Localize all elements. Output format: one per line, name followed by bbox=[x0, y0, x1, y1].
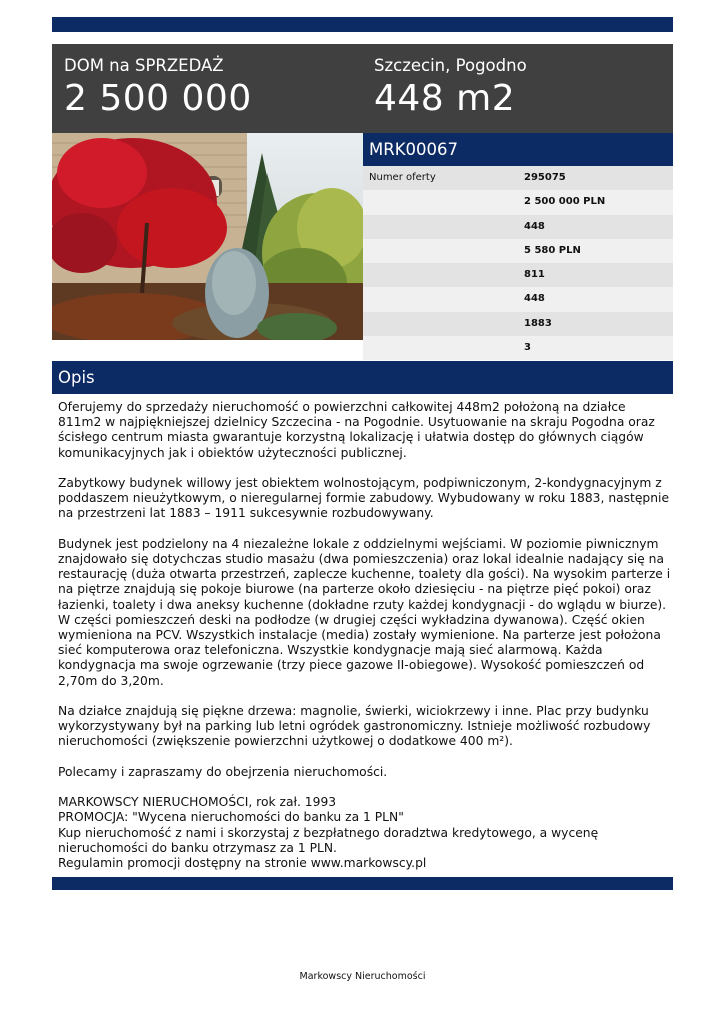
detail-row bbox=[363, 239, 673, 263]
description-paragraph: Na działce znajdują się piękne drzewa: magnolie, świerki, wiciokrzewy i inne. Plac przy budynku wykorzystywany był na parking lub letni ogródek gastronomiczny. Istnieje możliwość rozbudowy nieruchomości (zwiększenie powierzchni użytkowej o dodatkowe 400 m²). bbox=[58, 704, 651, 749]
detail-value: 2 500 000 PLN bbox=[524, 196, 606, 208]
details-table bbox=[363, 166, 673, 360]
offer-details bbox=[363, 133, 673, 360]
detail-value: 811 bbox=[524, 269, 545, 281]
offer-reference: MRK00067 bbox=[363, 133, 673, 166]
listing-header bbox=[52, 44, 673, 133]
closing-line: PROMOCJA: "Wycena nieruchomości do banku za 1 PLN" bbox=[58, 810, 404, 825]
closing-line: Kup nieruchomość z nami i skorzystaj z bezpłatnego doradztwa kredytowego, a wycenę nieruchomości do banku otrzymasz za 1 PLN. bbox=[58, 825, 599, 855]
description-paragraph: Oferujemy do sprzedaży nieruchomość o powierzchni całkowitej 448m2 położoną na działce 811m2 w najpiękniejszej dzielnicy Szczecina - na Pogodnie. Usytuowanie na skraju Pogodna oraz ścisłego centrum miasta gwarantuje korzystną lokalizację i ułatwia dostęp do głównych ciągów komunikacyjnych jak i obiektów użyteczności publicznej. bbox=[58, 400, 655, 460]
header-right bbox=[374, 55, 527, 121]
description-title: Opis bbox=[58, 368, 95, 387]
detail-row bbox=[363, 166, 673, 190]
detail-row bbox=[363, 312, 673, 336]
house-garden-photo-icon bbox=[52, 133, 363, 340]
property-photo bbox=[52, 133, 363, 340]
property-area: 448 m2 bbox=[374, 78, 516, 119]
bottom-accent-bar bbox=[52, 877, 673, 890]
description-body bbox=[58, 400, 672, 871]
detail-value: 1883 bbox=[524, 317, 552, 329]
detail-value: 5 580 PLN bbox=[524, 244, 581, 256]
detail-value: 295075 bbox=[524, 172, 566, 183]
detail-row bbox=[363, 336, 673, 360]
detail-value: 448 bbox=[524, 293, 545, 305]
header-left bbox=[64, 55, 252, 121]
property-location: Szczecin, Pogodno bbox=[374, 56, 527, 75]
description-paragraph: Budynek jest podzielony na 4 niezależne lokale z oddzielnymi wejściami. W poziomie piwnicznym znajdowało się dotychczas studio masażu (dwa pomieszczenia) oraz lokal idealnie nadający się na restaurację (duża otwarta przestrzeń, zaplecze kuchenne, toalety dla gości). Na wysokim parterze i na piętrze znajdują się pokoje biurowe (na parterze około dziesięciu - na piętrze pięć pokoi) oraz łazienki, toalety i dwa aneksy kuchenne (dokładne rzuty każdej kondygnacji - do wglądu w biurze). W części pomieszczeń deski na podłodze (w drugiej części wykładzina dywanowa). Część okien wymieniona na PCV. Wszystkich instalacje (media) zostały wymienione. Na parterze jest położona sieć komputerowa oraz telefoniczna. Wszystkie kondygnacje mają sieć alarmową. Każda kondygnacja ma swoje ogrzewanie (trzy piece gazowe II-obiegowe). Wysokość pomieszczeń od 2,70m do 3,20m. bbox=[58, 536, 671, 688]
footer-company: Markowscy Nieruchomości bbox=[299, 971, 426, 982]
property-price: 2 500 000 bbox=[64, 78, 252, 119]
property-type: DOM na SPRZEDAŻ bbox=[64, 56, 224, 75]
closing-line: Regulamin promocji dostępny na stronie www.markowscy.pl bbox=[58, 856, 427, 871]
detail-row bbox=[363, 190, 673, 214]
detail-label: Numer oferty bbox=[369, 172, 436, 183]
detail-value: 448 bbox=[524, 220, 545, 232]
top-accent-bar bbox=[52, 17, 673, 32]
detail-row bbox=[363, 263, 673, 287]
description-paragraph: Zabytkowy budynek willowy jest obiektem wolnostojącym, podpiwniczonym, 2-kondygnacyjnym z poddaszem nieużytkowym, o nieregularnej formie zabudowy. Wybudowany w roku 1883, następnie na przestrzeni lat 1883 – 1911 sukcesywnie rozbudowywany. bbox=[58, 476, 670, 521]
description-header bbox=[52, 361, 673, 394]
detail-value: 3 bbox=[524, 342, 531, 354]
closing-block bbox=[58, 795, 672, 871]
closing-line: MARKOWSCY NIERUCHOMOŚCI, rok zał. 1993 bbox=[58, 795, 337, 810]
detail-row bbox=[363, 287, 673, 311]
description-paragraph: Polecamy i zapraszamy do obejrzenia nieruchomości. bbox=[58, 764, 388, 779]
detail-row bbox=[363, 215, 673, 239]
